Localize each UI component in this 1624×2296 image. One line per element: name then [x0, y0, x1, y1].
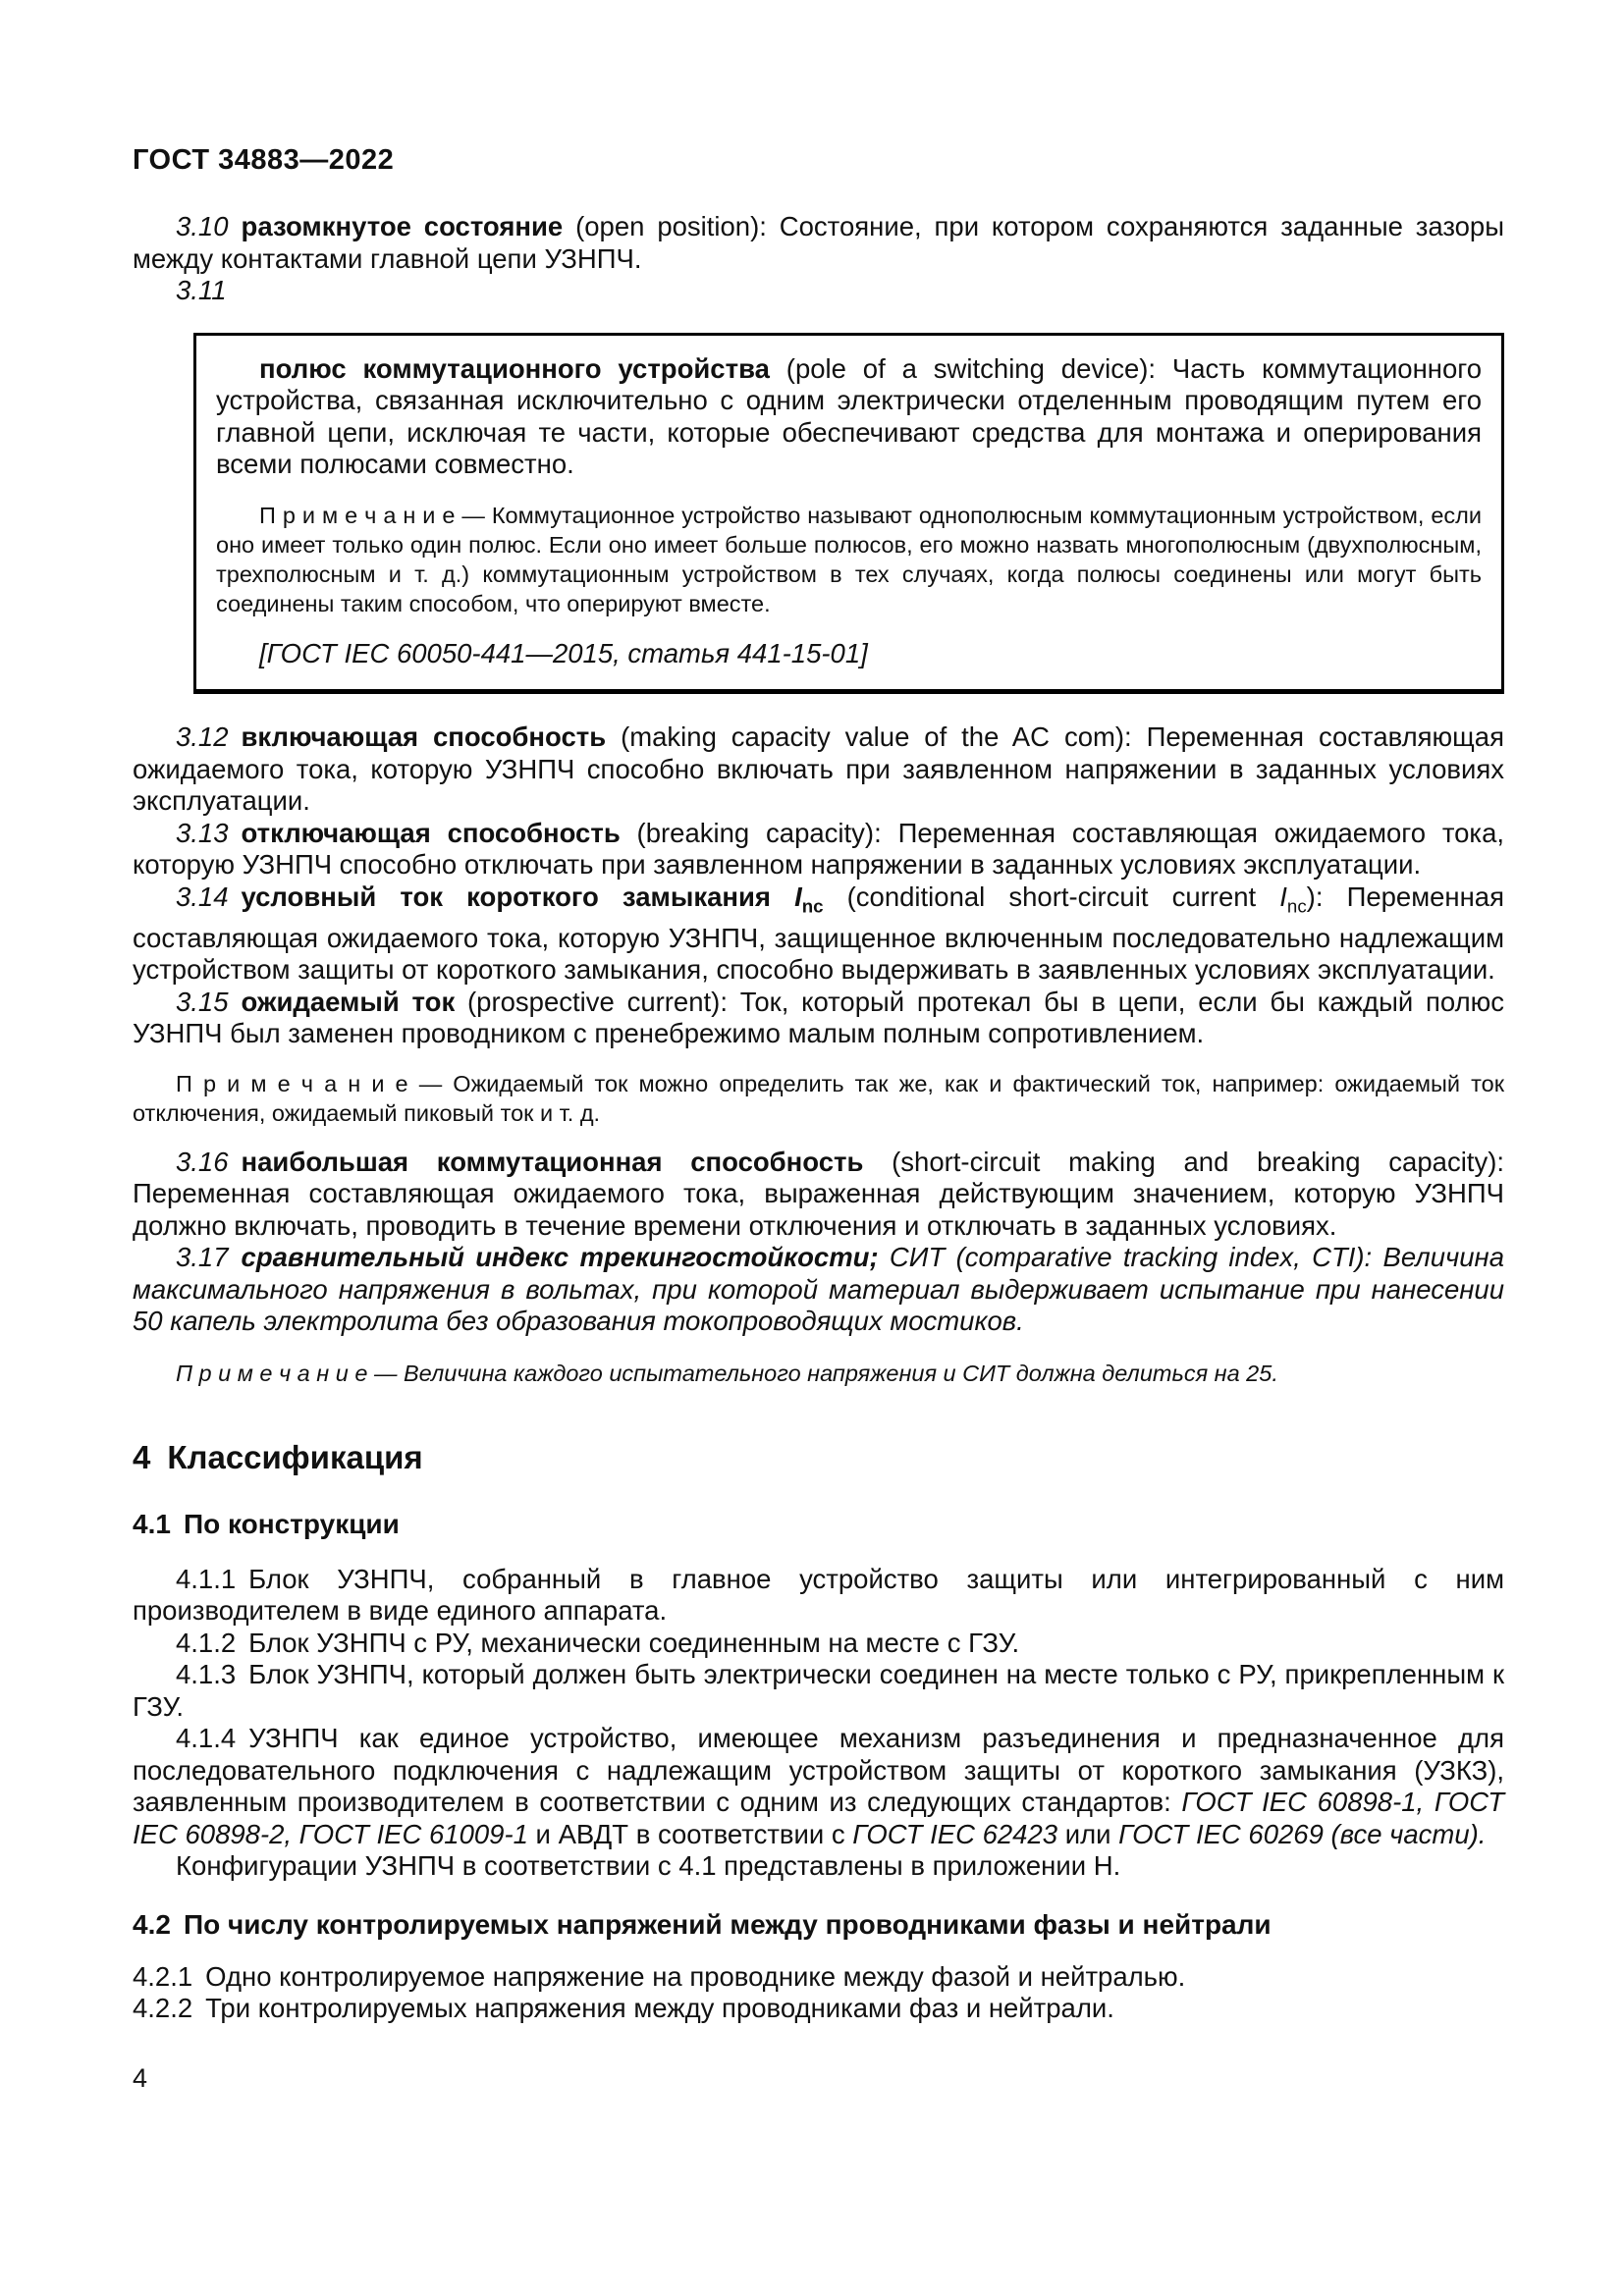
clause-text: (breaking capacity): Переменная составляющая ожидаемого тока, которую УЗНПЧ способно отключать при заявленном напряжении в заданных условиях эксплуатации.: [133, 817, 1504, 880]
clause-3-15: [133, 987, 1504, 1050]
clause-number: 3.10: [176, 211, 229, 241]
clause-number: 3.14: [176, 881, 229, 912]
clause-text: Блок УЗНПЧ, собранный в главное устройство защиты или интегрированный с ним производителем в виде единого аппарата.: [133, 1563, 1504, 1626]
clause-4-1-4: [133, 1723, 1504, 1850]
clause-number: 4.2.1: [133, 1960, 193, 1992]
clause-3-16: [133, 1147, 1504, 1243]
definition-box: [193, 333, 1504, 695]
clause-number: 4.1.2: [176, 1627, 237, 1658]
section-title: Классификация: [167, 1438, 423, 1475]
clause-text: Блок УЗНПЧ с РУ, механически соединенным на месте с ГЗУ.: [248, 1627, 1020, 1658]
term: наибольшая коммутационная способность: [241, 1146, 864, 1177]
term: условный ток короткого замыкания: [241, 881, 795, 912]
clause-4-1-2: [133, 1628, 1504, 1660]
note-3-15: [133, 1069, 1504, 1128]
clause-number: 4.1.4: [176, 1723, 237, 1753]
section-number: 4.1: [133, 1508, 171, 1539]
clause-number: 3.13: [176, 817, 229, 848]
clause-4-2-1: [133, 1961, 1504, 1994]
note-label: П р и м е ч а н и е: [259, 502, 462, 528]
section-number: 4: [133, 1438, 151, 1475]
term: сравнительный индекс трекингостойкости;: [241, 1242, 879, 1272]
clause-text: (conditional short-circuit current: [823, 881, 1280, 912]
symbol-letter: I: [794, 881, 802, 912]
section-title: По конструкции: [183, 1508, 400, 1539]
page-number: 4: [133, 2063, 148, 2093]
clause-text: Блок УЗНПЧ, который должен быть электрически соединен на месте только с РУ, прикрепленным к ГЗУ.: [133, 1659, 1504, 1722]
clause-text: (making capacity value of the AC com): Переменная составляющая ожидаемого тока, которую УЗНПЧ способно включать при заявленном напряжении в заданных условиях эксплуатации.: [133, 721, 1504, 816]
definition-text: (pole of a switching device): Часть коммутационного устройства, связанная исключительно с одним электрически отделенным проводящим путем его главной цепи, исключая те части, которые обеспечивают средства для монтажа и оперирования всеми полюсами совместно.: [216, 352, 1482, 479]
standard-reference: ГОСТ IEC 60269 (все части).: [1118, 1818, 1487, 1849]
note-label: П р и м е ч а н и е: [176, 1070, 419, 1096]
note-label: П р и м е ч а н и е: [176, 1360, 374, 1386]
symbol-subscript: nc: [1286, 895, 1307, 916]
clause-text: Одно контролируемое напряжение на проводнике между фазой и нейтралью.: [205, 1960, 1186, 1992]
clause-text: и АВДТ в соответствии с: [527, 1818, 853, 1849]
clause-4-1-summary: Конфигурации УЗНПЧ в соответствии с 4.1 представлены в приложении Н.: [176, 1850, 1121, 1881]
clause-number: 3.11: [176, 275, 227, 305]
term: отключающая способность: [241, 817, 621, 848]
term-abbr: СИТ: [878, 1242, 946, 1272]
clause-text: ): Переменная составляющая ожидаемого тока, которую УЗНПЧ, защищенное включенным последовательно надлежащим устройством защиты от короткого замыкания, способно выдерживать в заявленных условиях эксплуатации.: [133, 881, 1504, 985]
definition-note: [216, 501, 1482, 618]
term: включающая способность: [241, 721, 607, 752]
clause-number: 3.16: [176, 1146, 229, 1177]
clause-text: или: [1057, 1818, 1119, 1849]
clause-text: (short-circuit making and breaking capacity): Переменная составляющая ожидаемого тока, выраженная действующим значением, которую УЗНПЧ должно включать, проводить в течение времени отключения и отключать в заданных условиях.: [133, 1146, 1504, 1241]
section-title: По числу контролируемых напряжений между проводниками фазы и нейтрали: [183, 1908, 1272, 1940]
clause-number: 3.15: [176, 986, 229, 1017]
section-number: 4.2: [133, 1908, 171, 1940]
clause-text: (prospective current): Ток, который протекал бы в цепи, если бы каждый полюс УЗНПЧ был заменен проводником с пренебрежимо малым полным сопротивлением.: [133, 986, 1504, 1048]
clause-3-14: [133, 881, 1504, 987]
clause-3-17: [133, 1242, 1504, 1338]
clause-text: УЗНПЧ как единое устройство, имеющее механизм разъединения и предназначенное для последовательного подключения с надлежащим устройством защиты от короткого замыкания (УЗКЗ), заявленным производителем в соответствии с одним из следующих стандартов:: [133, 1723, 1504, 1817]
note-text: — Ожидаемый ток можно определить так же, как и фактический ток, например: ожидаемый ток отключения, ожидаемый пиковый ток и т. д.: [133, 1070, 1504, 1126]
standard-reference: ГОСТ IEC 60898-1, ГОСТ IEC 60898-2, ГОСТ IEC 61009-1: [133, 1787, 1504, 1849]
term: разомкнутое состояние: [241, 211, 564, 241]
clause-3-10: [133, 211, 1504, 275]
section-4-heading: [133, 1439, 1504, 1476]
standard-reference: ГОСТ IEC 62423: [852, 1818, 1058, 1849]
clause-number: 4.1.1: [176, 1563, 237, 1594]
clause-text: (open position): Состояние, при котором сохраняются заданные зазоры между контактами главной цепи УЗНПЧ.: [133, 211, 1504, 274]
symbol-subscript: nc: [801, 895, 824, 916]
section-4-2-heading: [133, 1909, 1504, 1941]
clause-4-1-1: [133, 1564, 1504, 1628]
note-text: — Коммутационное устройство называют однополюсным коммутационным устройством, если оно имеет только один полюс. Если оно имеет больше полюсов, его можно назвать многополюсным (двухполюсным, трехполюсным и т. д.) коммутационным устройством в тех случаях, когда полюсы соединены или могут быть соединены таким способом, что оперируют вместе.: [216, 502, 1482, 616]
clause-number: 3.17: [176, 1242, 229, 1272]
clause-number: 4.1.3: [176, 1659, 237, 1689]
note-3-17: [133, 1359, 1504, 1388]
clause-4-2-2: [133, 1993, 1504, 2025]
clause-number: 4.2.2: [133, 1993, 193, 2023]
section-4-1-heading: [133, 1509, 1504, 1540]
citation: [ГОСТ IEC 60050-441—2015, статья 441-15-01]: [259, 637, 868, 668]
term: полюс коммутационного устройства: [259, 352, 770, 384]
clause-4-1-3: [133, 1659, 1504, 1723]
definition-paragraph: [216, 353, 1482, 481]
symbol-Inc: [794, 881, 824, 916]
clause-3-13: [133, 818, 1504, 881]
clause-3-12: [133, 721, 1504, 818]
term: ожидаемый ток: [241, 986, 456, 1017]
doc-number-header: ГОСТ 34883—2022: [133, 144, 395, 176]
clause-text: Три контролируемых напряжения между проводниками фаз и нейтрали.: [205, 1993, 1114, 2023]
note-text: — Величина каждого испытательного напряжения и СИТ должна делиться на 25.: [373, 1360, 1278, 1386]
clause-text: (comparative tracking index, CTI): Величина максимального напряжения в вольтах, при которой материал выдерживает испытание при нанесении 50 капель электролита без образования токопроводящих мостиков.: [133, 1242, 1504, 1336]
clause-3-11: [133, 275, 1504, 307]
symbol-letter: I: [1279, 881, 1287, 912]
clause-number: 3.12: [176, 721, 229, 752]
